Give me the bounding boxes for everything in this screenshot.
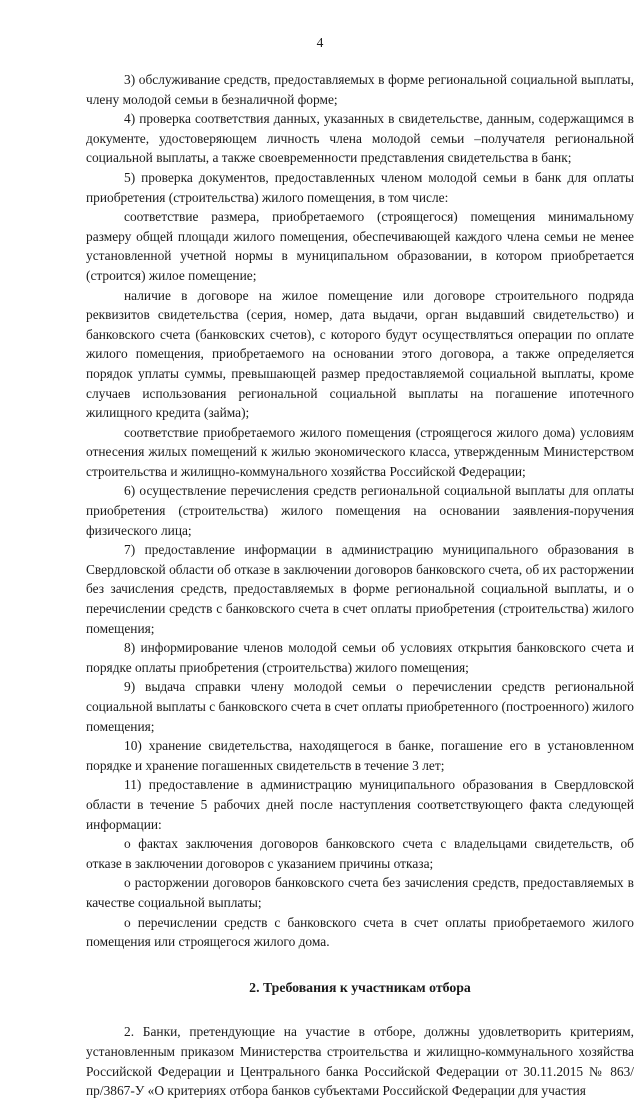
- paragraph-info-contracts: о фактах заключения договоров банковского счета с владельцами свидетельств, об отказе в заключении договоров с указанием причины отказа;: [86, 836, 634, 871]
- paragraph-subitem-contract: наличие в договоре на жилое помещение или договоре строительного подряда реквизитов свидетельства (серия, номер, дата выдачи, орган выдавший свидетельство) и банковского счета (банковских счетов), с которого будут осуществляться операции по оплате жилого помещения, приобретаемого на основании этого договора, а также определяется порядок уплаты суммы, превышающей размер предоставляемой социальной выплаты, кроме случаев использования региональной социальной выплаты на погашение ипотечного жилищного кредита (займа);: [86, 287, 634, 421]
- paragraph-info-transfer: о перечислении средств с банковского счета в счет оплаты приобретаемого жилого помещения или строящегося жилого дома.: [86, 914, 634, 950]
- paragraph-item-3: 3) обслуживание средств, предоставляемых в форме региональной социальной выплаты, члену молодой семьи в безналичной форме;: [86, 72, 634, 107]
- paragraph-item-8: 8) информирование членов молодой семьи об условиях открытия банковского счета и порядке оплаты приобретения (строительства) жилого помещения;: [86, 640, 634, 675]
- paragraph-subitem-size: соответствие размера, приобретаемого (строящегося) помещения минимальному размеру общей площади жилого помещения, обеспечивающей каждого члена семьи не менее установленной учетной нормы в муниципальном образовании, в котором приобретается (строится) жилое помещение;: [86, 209, 634, 283]
- section-paragraph: 2. Банки, претендующие на участие в отборе, должны удовлетворить критериям, установленным приказом Министерства строительства и жилищно-коммунального хозяйства Российской Федерации и Центрального банка Российской Федерации от 30.11.2015 № 863/пр/3867-У «О критериях отбора банков субъектами Российской Федерации для участия: [86, 1024, 634, 1099]
- document-body: [86, 70, 634, 1101]
- page-number: 4: [316, 35, 324, 50]
- paragraph-item-10: 10) хранение свидетельства, находящегося в банке, погашение его в установленном порядке и хранение погашенных свидетельств в течение 3 лет;: [86, 738, 634, 773]
- paragraph-item-6: 6) осуществление перечисления средств региональной социальной выплаты для оплаты приобретения (строительства) жилого помещения на основании заявления-поручения физического лица;: [86, 483, 634, 538]
- paragraph-info-termination: о расторжении договоров банковского счета без зачисления средств, предоставляемых в качестве социальной выплаты;: [86, 875, 634, 910]
- paragraph-item-9: 9) выдача справки члену молодой семьи о перечислении средств региональной социальной выплаты с банковского счета в счет оплаты приобретенного (построенного) жилого помещения;: [86, 679, 634, 734]
- paragraph-item-7: 7) предоставление информации в администрацию муниципального образования в Свердловской области об отказе в заключении договоров банковского счета, об их расторжении без зачисления средств, предоставляемых в форме региональной социальной выплаты, и о перечислении средств с банковского счета в счет оплаты приобретения (строительства) жилого помещения;: [86, 542, 634, 636]
- paragraph-item-4: 4) проверка соответствия данных, указанных в свидетельстве, данным, содержащимся в документе, удостоверяющем личность члена молодой семьи –получателя региональной социальной выплаты, а также своевременности представления свидетельства в банк;: [86, 111, 634, 166]
- paragraph-item-11: 11) предоставление в администрацию муниципального образования в Свердловской области в течение 5 рабочих дней после наступления соответствующего факта следующей информации:: [86, 777, 634, 832]
- paragraph-subitem-economy-class: соответствие приобретаемого жилого помещения (строящегося жилого дома) условиям отнесения жилых помещений к жилью экономического класса, утвержденным Министерством строительства и жилищно-коммунального хозяйства Российской Федерации;: [86, 424, 634, 479]
- paragraph-item-5: 5) проверка документов, предоставленных членом молодой семьи в банк для оплаты приобретения (строительства) жилого помещения, в том числе:: [86, 169, 634, 205]
- section-heading: 2. Требования к участникам отбора: [249, 979, 471, 995]
